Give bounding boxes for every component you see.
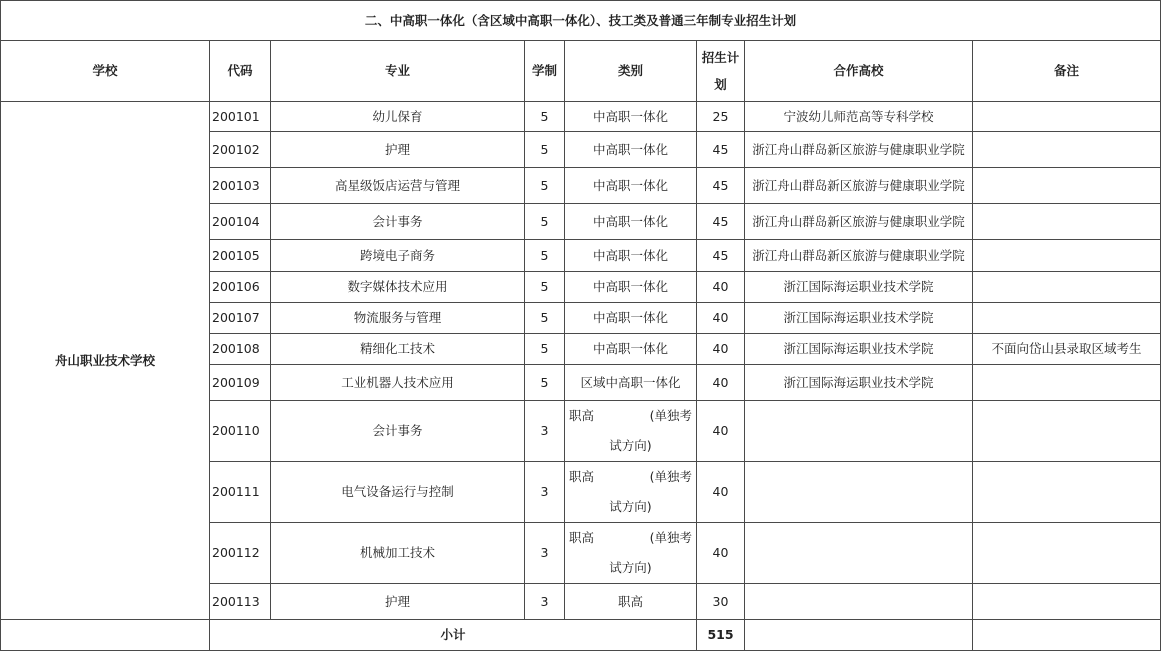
code-cell: 200111: [210, 462, 271, 523]
years-cell: 5: [525, 132, 565, 168]
code-cell: 200103: [210, 168, 271, 204]
plan-cell: 40: [697, 365, 745, 401]
partner-cell: 宁波幼儿师范高等专科学校: [745, 102, 973, 132]
header-code: 代码: [210, 41, 271, 102]
major-cell: 精细化工技术: [271, 334, 525, 365]
partner-cell: 浙江舟山群岛新区旅游与健康职业学院: [745, 240, 973, 272]
major-cell: 高星级饭店运营与管理: [271, 168, 525, 204]
major-cell: 会计事务: [271, 204, 525, 240]
years-cell: 5: [525, 240, 565, 272]
header-category: 类别: [565, 41, 697, 102]
years-cell: 5: [525, 204, 565, 240]
plan-cell: 40: [697, 462, 745, 523]
code-cell: 200108: [210, 334, 271, 365]
note-cell: [973, 365, 1161, 401]
category-cell: 中高职一体化: [565, 272, 697, 303]
subtotal-school-spacer: [1, 620, 210, 651]
subtotal-partner-empty: [745, 620, 973, 651]
partner-cell: [745, 462, 973, 523]
major-cell: 物流服务与管理: [271, 303, 525, 334]
years-cell: 5: [525, 272, 565, 303]
category-part: (单独考: [649, 469, 692, 484]
category-cell: [565, 401, 697, 462]
years-cell: 3: [525, 584, 565, 620]
header-major: 专业: [271, 41, 525, 102]
major-cell: 幼儿保育: [271, 102, 525, 132]
note-cell: [973, 401, 1161, 462]
major-cell: 机械加工技术: [271, 523, 525, 584]
category-part: (单独考: [649, 408, 692, 423]
category-cell: 职高: [565, 584, 697, 620]
category-part: 职高: [569, 408, 595, 423]
years-cell: 5: [525, 102, 565, 132]
plan-cell: 45: [697, 240, 745, 272]
category-cell: 中高职一体化: [565, 303, 697, 334]
category-cell: 中高职一体化: [565, 102, 697, 132]
category-part: 试方向): [609, 438, 652, 453]
note-cell: [973, 168, 1161, 204]
plan-cell: 25: [697, 102, 745, 132]
code-cell: 200113: [210, 584, 271, 620]
category-cell: 中高职一体化: [565, 168, 697, 204]
category-cell: 中高职一体化: [565, 334, 697, 365]
code-cell: 200107: [210, 303, 271, 334]
category-cell: 中高职一体化: [565, 204, 697, 240]
subtotal-value: 515: [697, 620, 745, 651]
major-cell: 电气设备运行与控制: [271, 462, 525, 523]
partner-cell: 浙江国际海运职业技术学院: [745, 303, 973, 334]
category-part: 试方向): [609, 499, 652, 514]
header-partner: 合作高校: [745, 41, 973, 102]
plan-cell: 40: [697, 523, 745, 584]
major-cell: 会计事务: [271, 401, 525, 462]
category-cell: [565, 523, 697, 584]
school-name: 舟山职业技术学校: [1, 102, 210, 620]
code-cell: 200102: [210, 132, 271, 168]
category-cell: 区域中高职一体化: [565, 365, 697, 401]
plan-cell: 30: [697, 584, 745, 620]
note-cell: [973, 462, 1161, 523]
code-cell: 200105: [210, 240, 271, 272]
code-cell: 200104: [210, 204, 271, 240]
major-cell: 护理: [271, 132, 525, 168]
partner-cell: 浙江舟山群岛新区旅游与健康职业学院: [745, 204, 973, 240]
major-cell: 数字媒体技术应用: [271, 272, 525, 303]
years-cell: 3: [525, 462, 565, 523]
note-cell: [973, 132, 1161, 168]
years-cell: 5: [525, 168, 565, 204]
code-cell: 200112: [210, 523, 271, 584]
table-row: [1, 102, 1161, 132]
major-cell: 跨境电子商务: [271, 240, 525, 272]
note-cell: 不面向岱山县录取区域考生: [973, 334, 1161, 365]
years-cell: 5: [525, 365, 565, 401]
plan-cell: 45: [697, 204, 745, 240]
code-cell: 200106: [210, 272, 271, 303]
plan-cell: 40: [697, 334, 745, 365]
subtotal-row: [1, 620, 1161, 651]
category-part: (单独考: [649, 530, 692, 545]
category-part: 职高: [569, 530, 595, 545]
plan-cell: 40: [697, 272, 745, 303]
note-cell: [973, 240, 1161, 272]
note-cell: [973, 272, 1161, 303]
note-cell: [973, 303, 1161, 334]
plan-cell: 45: [697, 132, 745, 168]
category-cell: 中高职一体化: [565, 132, 697, 168]
partner-cell: [745, 523, 973, 584]
partner-cell: 浙江国际海运职业技术学院: [745, 334, 973, 365]
years-cell: 3: [525, 523, 565, 584]
header-years: 学制: [525, 41, 565, 102]
years-cell: 5: [525, 303, 565, 334]
table-title: 二、中高职一体化（含区域中高职一体化）、技工类及普通三年制专业招生计划: [1, 1, 1161, 41]
category-part: 职高: [569, 469, 595, 484]
header-row: [1, 41, 1161, 102]
plan-cell: 45: [697, 168, 745, 204]
note-cell: [973, 584, 1161, 620]
note-cell: [973, 523, 1161, 584]
partner-cell: [745, 584, 973, 620]
major-cell: 护理: [271, 584, 525, 620]
major-cell: 工业机器人技术应用: [271, 365, 525, 401]
category-part: 试方向): [609, 560, 652, 575]
partner-cell: 浙江国际海运职业技术学院: [745, 272, 973, 303]
header-plan: 招生计划: [697, 41, 745, 102]
years-cell: 5: [525, 334, 565, 365]
partner-cell: [745, 401, 973, 462]
plan-cell: 40: [697, 401, 745, 462]
plan-cell: 40: [697, 303, 745, 334]
code-cell: 200101: [210, 102, 271, 132]
note-cell: [973, 102, 1161, 132]
category-cell: 中高职一体化: [565, 240, 697, 272]
subtotal-label: 小计: [210, 620, 697, 651]
category-cell: [565, 462, 697, 523]
partner-cell: 浙江舟山群岛新区旅游与健康职业学院: [745, 132, 973, 168]
header-note: 备注: [973, 41, 1161, 102]
code-cell: 200110: [210, 401, 271, 462]
partner-cell: 浙江舟山群岛新区旅游与健康职业学院: [745, 168, 973, 204]
partner-cell: 浙江国际海运职业技术学院: [745, 365, 973, 401]
years-cell: 3: [525, 401, 565, 462]
code-cell: 200109: [210, 365, 271, 401]
header-school: 学校: [1, 41, 210, 102]
subtotal-note-empty: [973, 620, 1161, 651]
note-cell: [973, 204, 1161, 240]
